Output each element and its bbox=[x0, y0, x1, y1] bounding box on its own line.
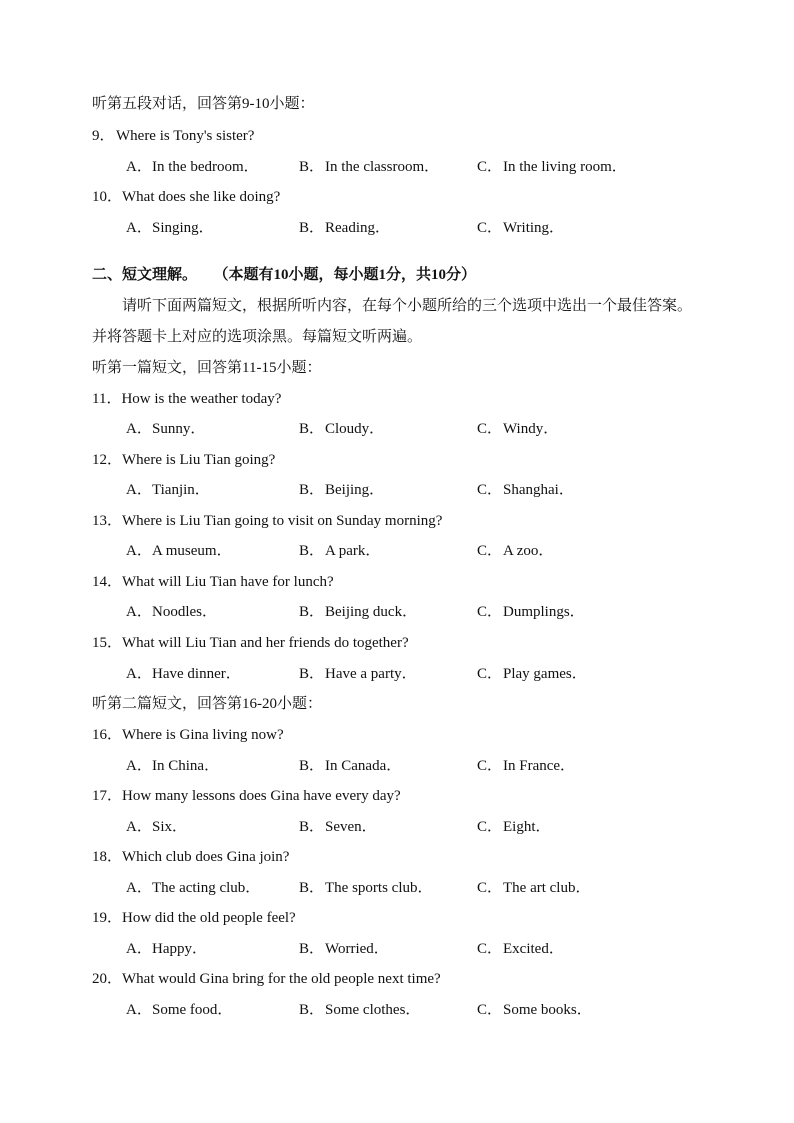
question-9 bbox=[92, 127, 254, 145]
passage-2-intro: 听第二篇短文，回答第16-20小题： bbox=[92, 696, 322, 712]
question-text: How is the weather today? bbox=[121, 391, 282, 407]
question-20 bbox=[92, 970, 441, 988]
option-c[interactable]: C．Shanghai． bbox=[477, 482, 574, 498]
section-2-note: （本题有10小题，每小题1分，共10分） bbox=[221, 267, 477, 283]
options-18 bbox=[126, 879, 686, 897]
question-13 bbox=[92, 512, 442, 530]
option-a[interactable]: A．The acting club． bbox=[126, 880, 261, 896]
question-12 bbox=[92, 451, 275, 469]
options-12 bbox=[126, 481, 686, 499]
question-text: How did the old people feel? bbox=[122, 910, 296, 926]
section-2-title: 二、短文理解。 （本题有10小题，每小题1分，共10分） bbox=[92, 267, 477, 283]
question-number: 10． bbox=[92, 189, 123, 205]
option-a[interactable]: A．Sunny． bbox=[126, 421, 206, 437]
question-14 bbox=[92, 573, 334, 591]
section-2-instruction-1: 请听下面两篇短文，根据所听内容，在每个小题所给的三个选项中选出一个最佳答案。 bbox=[122, 298, 693, 314]
option-c[interactable]: C．A zoo． bbox=[477, 543, 554, 559]
options-19 bbox=[126, 940, 686, 958]
question-text: What will Liu Tian have for lunch? bbox=[122, 574, 334, 590]
option-a[interactable]: A．Tianjin． bbox=[126, 482, 210, 498]
question-number: 12． bbox=[92, 452, 123, 468]
question-text: Where is Gina living now? bbox=[122, 727, 284, 743]
option-b[interactable]: B．Reading． bbox=[299, 220, 390, 236]
question-18 bbox=[92, 848, 289, 866]
option-a[interactable]: A．Happy． bbox=[126, 941, 207, 957]
option-c[interactable]: C．Windy． bbox=[477, 421, 559, 437]
question-number: 20． bbox=[92, 971, 123, 987]
option-a[interactable]: A．Six． bbox=[126, 819, 188, 835]
question-number: 14． bbox=[92, 574, 123, 590]
option-c[interactable]: C．The art club． bbox=[477, 880, 591, 896]
option-c[interactable]: C．Dumplings． bbox=[477, 604, 585, 620]
question-10 bbox=[92, 188, 280, 206]
question-16 bbox=[92, 726, 284, 744]
option-b[interactable]: B．The sports club． bbox=[299, 880, 433, 896]
option-a[interactable]: A．Singing． bbox=[126, 220, 214, 236]
question-17 bbox=[92, 787, 401, 805]
options-16 bbox=[126, 757, 686, 775]
option-b[interactable]: B．In Canada． bbox=[299, 758, 402, 774]
question-text: Where is Liu Tian going? bbox=[122, 452, 276, 468]
question-number: 16． bbox=[92, 727, 123, 743]
options-15 bbox=[126, 665, 686, 683]
options-13 bbox=[126, 542, 686, 560]
question-text: What does she like doing? bbox=[122, 189, 281, 205]
question-number: 11． bbox=[92, 391, 122, 407]
option-c[interactable]: C．In the living room． bbox=[477, 159, 627, 175]
option-b[interactable]: B．Some clothes． bbox=[299, 1002, 421, 1018]
option-a[interactable]: A．Have dinner． bbox=[126, 666, 241, 682]
part5-intro: 听第五段对话，回答第9-10小题： bbox=[92, 96, 315, 112]
passage-1-intro: 听第一篇短文，回答第11-15小题： bbox=[92, 360, 322, 376]
question-text: Where is Liu Tian going to visit on Sunday morning? bbox=[122, 513, 443, 529]
option-c[interactable]: C．Writing． bbox=[477, 220, 565, 236]
option-c[interactable]: C．Play games． bbox=[477, 666, 587, 682]
question-text: How many lessons does Gina have every day? bbox=[122, 788, 401, 804]
option-a[interactable]: A．A museum． bbox=[126, 543, 232, 559]
section-2-instruction-2: 并将答题卡上对应的选项涂黑。每篇短文听两遍。 bbox=[92, 329, 423, 345]
question-number: 17． bbox=[92, 788, 123, 804]
option-b[interactable]: B．Cloudy． bbox=[299, 421, 385, 437]
option-b[interactable]: B．Seven． bbox=[299, 819, 377, 835]
option-a[interactable]: A．In the bedroom． bbox=[126, 159, 259, 175]
option-b[interactable]: B．Worried． bbox=[299, 941, 389, 957]
option-c[interactable]: C．Excited． bbox=[477, 941, 564, 957]
question-number: 9． bbox=[92, 128, 115, 144]
question-text: What would Gina bring for the old people next time? bbox=[122, 971, 441, 987]
question-19 bbox=[92, 909, 296, 927]
option-c[interactable]: C．Eight． bbox=[477, 819, 551, 835]
options-10 bbox=[126, 219, 686, 237]
option-a[interactable]: A．Noodles． bbox=[126, 604, 217, 620]
question-number: 18． bbox=[92, 849, 123, 865]
question-11 bbox=[92, 390, 281, 408]
option-c[interactable]: C．In France． bbox=[477, 758, 576, 774]
option-a[interactable]: A．In China． bbox=[126, 758, 220, 774]
option-a[interactable]: A．Some food． bbox=[126, 1002, 233, 1018]
question-number: 13． bbox=[92, 513, 123, 529]
question-text: What will Liu Tian and her friends do together? bbox=[122, 635, 409, 651]
options-17 bbox=[126, 818, 686, 836]
option-b[interactable]: B．Beijing． bbox=[299, 482, 385, 498]
question-number: 19． bbox=[92, 910, 123, 926]
question-text: Where is Tony's sister? bbox=[116, 128, 255, 144]
option-b[interactable]: B．A park． bbox=[299, 543, 381, 559]
option-b[interactable]: B．Have a party． bbox=[299, 666, 417, 682]
option-b[interactable]: B．In the classroom． bbox=[299, 159, 440, 175]
options-14 bbox=[126, 603, 686, 621]
option-b[interactable]: B．Beijing duck． bbox=[299, 604, 418, 620]
question-15 bbox=[92, 634, 409, 652]
options-20 bbox=[126, 1001, 686, 1019]
options-11 bbox=[126, 420, 686, 438]
option-c[interactable]: C．Some books． bbox=[477, 1002, 592, 1018]
question-text: Which club does Gina join? bbox=[122, 849, 290, 865]
question-number: 15． bbox=[92, 635, 123, 651]
options-9 bbox=[126, 158, 686, 176]
